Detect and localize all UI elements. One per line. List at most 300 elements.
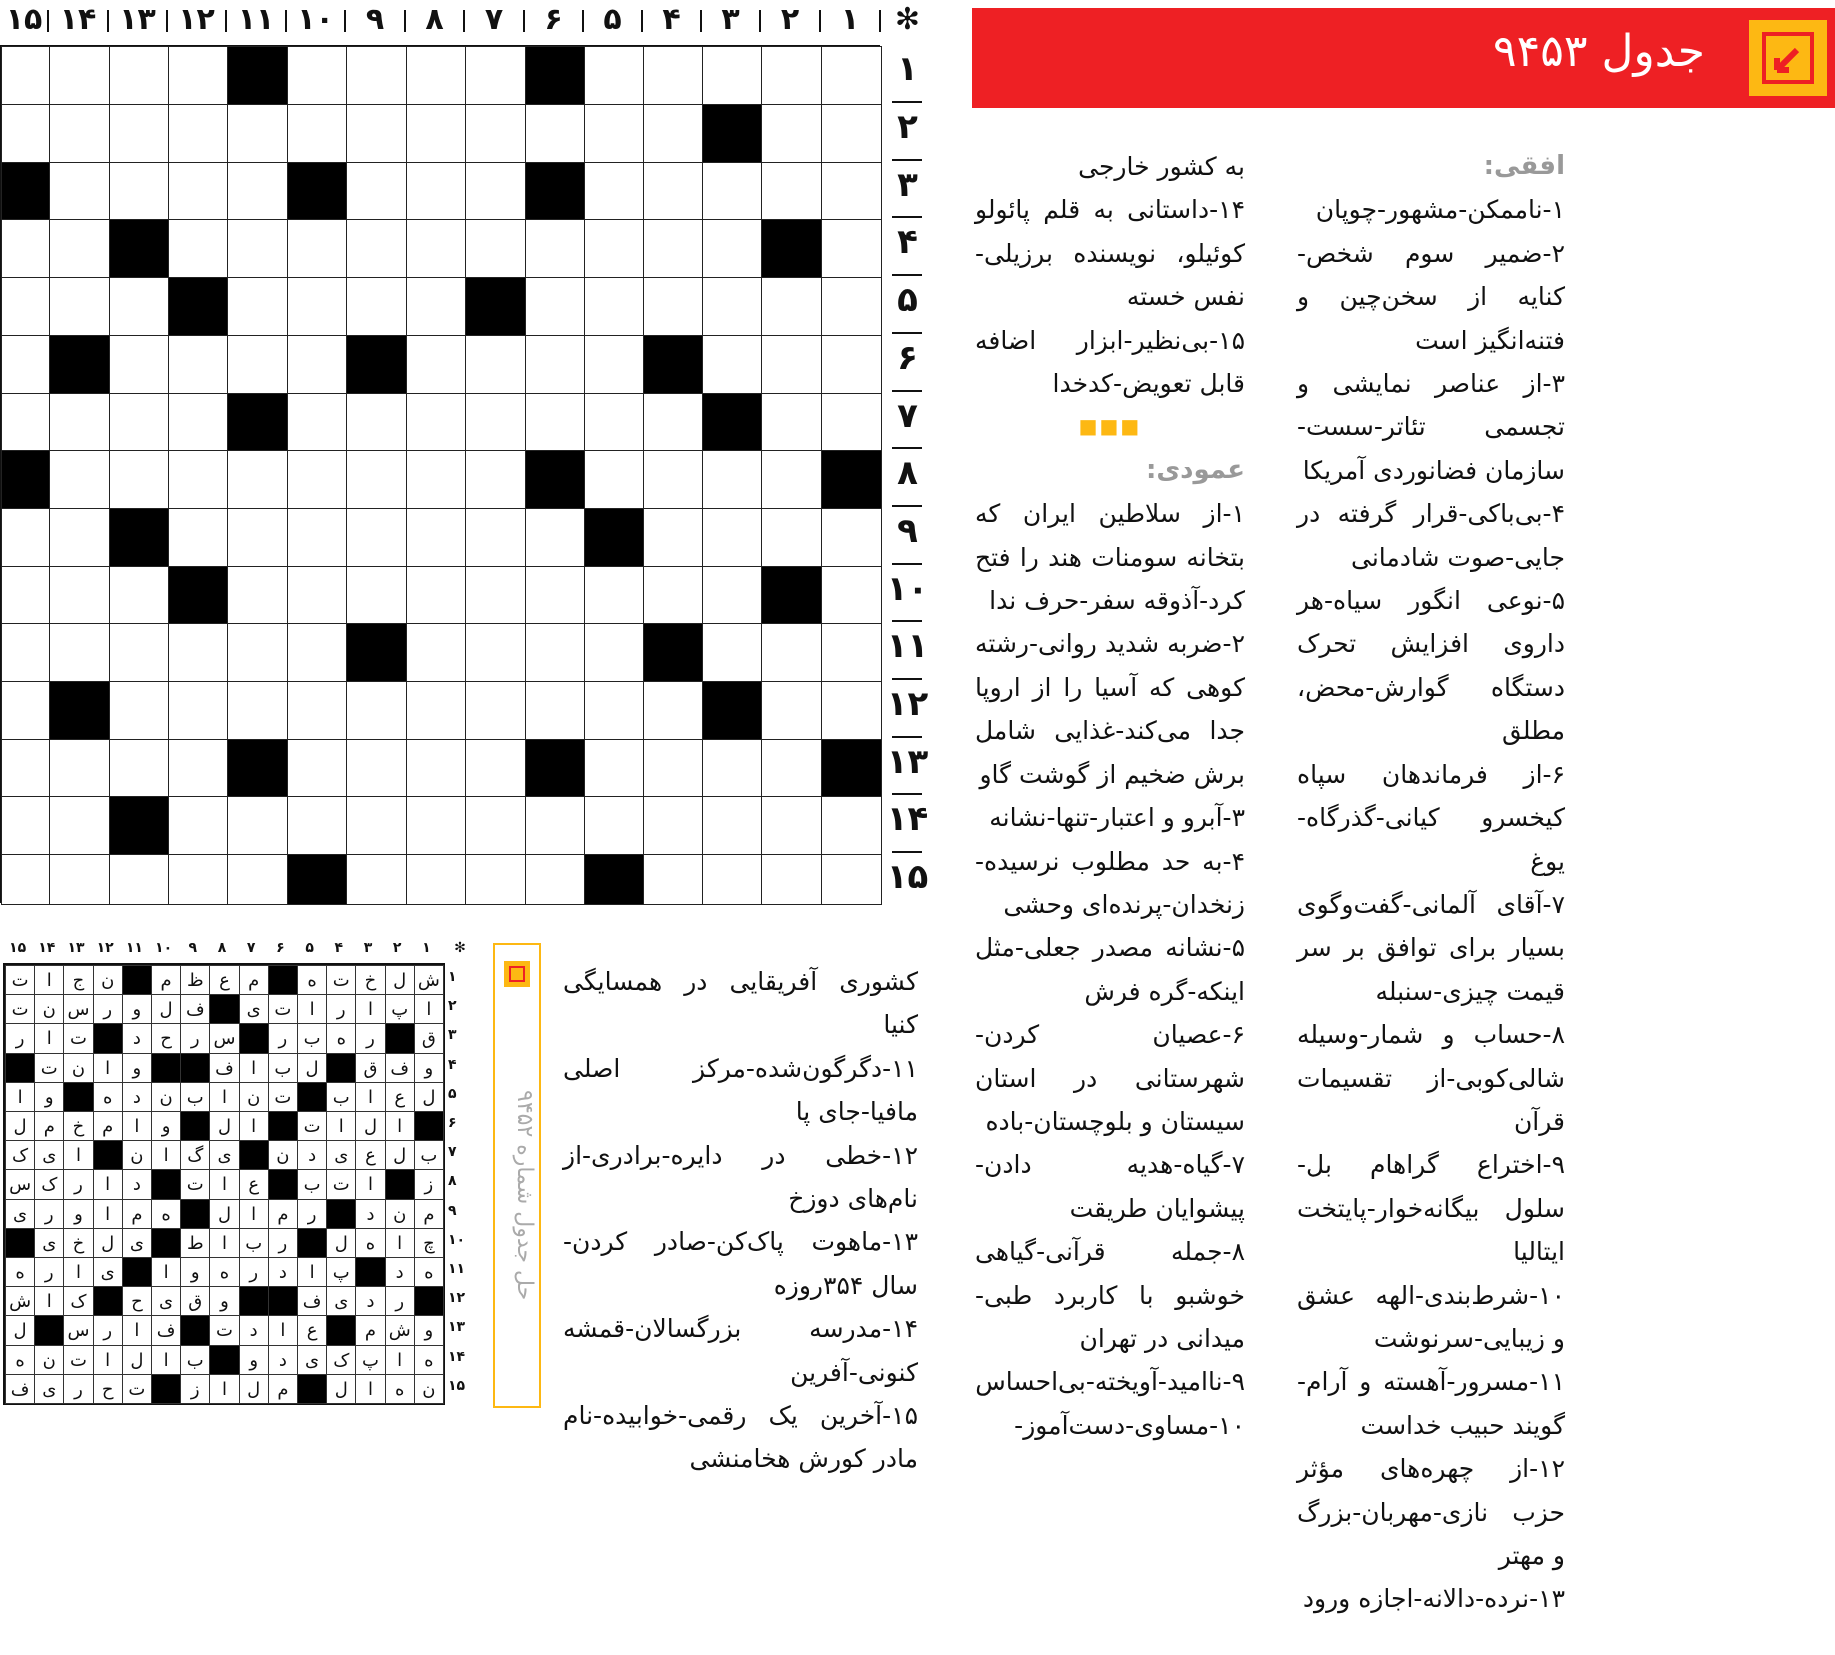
solution-column-number: ۳ [363,940,373,956]
grid-cell[interactable] [227,219,288,278]
grid-cell[interactable] [287,162,347,220]
solution-cell: ا [34,1286,64,1316]
grid-cell[interactable] [109,623,169,682]
grid-cell[interactable] [702,796,762,855]
grid-cell[interactable] [465,46,526,105]
grid-cell[interactable] [287,219,347,278]
row-number: ۱۳ [886,742,929,782]
grid-cell[interactable] [1,46,50,105]
grid-cell[interactable] [406,46,466,105]
grid-cell[interactable] [761,566,822,624]
grid-cell[interactable] [227,508,288,567]
grid-cell[interactable] [643,566,703,624]
grid-cell[interactable] [287,508,347,567]
solution-cell: ت [63,1023,93,1053]
grid-cell[interactable] [406,162,466,220]
solution-cell: پ [355,1345,385,1375]
grid-cell[interactable] [525,566,585,624]
grid-cell[interactable] [168,623,228,682]
grid-cell[interactable] [406,219,466,278]
grid-cell[interactable] [1,566,50,624]
grid-cell[interactable] [761,854,822,905]
grid-cell[interactable] [761,623,822,682]
solution-cell [209,994,239,1024]
grid-cell[interactable] [1,739,50,797]
grid-cell[interactable] [1,796,50,855]
grid-cell[interactable] [49,681,110,740]
grid-cell[interactable] [109,508,169,567]
grid-cell[interactable] [287,796,347,855]
grid-cell[interactable] [821,393,882,451]
grid-cell[interactable] [346,623,407,682]
grid-cell[interactable] [525,46,585,105]
clue-text: ۲-ضمیر سوم شخص-کنایه از سخن‌چین و فتنه‌انگیز است [1297,238,1565,355]
solution-cell: ک [34,1169,64,1199]
grid-cell[interactable] [168,739,228,797]
grid-cell[interactable] [109,739,169,797]
grid-cell[interactable] [287,566,347,624]
solution-cell: ل [5,1315,35,1345]
row-number: ۱۱ [886,626,929,666]
grid-cell[interactable] [109,277,169,336]
grid-cell[interactable] [643,508,703,567]
grid-cell[interactable] [465,681,526,740]
grid-cell[interactable] [761,219,822,278]
clue-text: ۴-به حد مطلوب نرسیده-زنخدان-پرنده‌ای وحشی [975,846,1245,919]
grid-cell[interactable] [525,219,585,278]
grid-cell[interactable] [346,681,407,740]
grid-cell[interactable] [109,219,169,278]
solution-cell: ه [414,1257,444,1287]
grid-cell[interactable] [821,681,882,740]
grid-cell[interactable] [761,393,822,451]
grid-cell[interactable] [109,796,169,855]
grid-cell[interactable] [761,508,822,567]
solution-cell: ن [151,1082,181,1112]
grid-cell[interactable] [49,450,110,509]
grid-cell[interactable] [821,854,882,905]
grid-cell[interactable] [287,104,347,163]
grid-cell[interactable] [525,508,585,567]
grid-cell[interactable] [49,277,110,336]
grid-cell[interactable] [406,277,466,336]
grid-cell[interactable] [761,681,822,740]
grid-cell[interactable] [109,393,169,451]
grid-cell[interactable] [465,623,526,682]
grid-cell[interactable] [525,623,585,682]
grid-cell[interactable] [287,854,347,905]
grid-cell[interactable] [702,219,762,278]
grid-cell[interactable] [761,46,822,105]
grid-cell[interactable] [346,219,407,278]
grid-cell[interactable] [287,46,347,105]
grid-cell[interactable] [525,450,585,509]
grid-cell[interactable] [465,450,526,509]
grid-cell[interactable] [227,450,288,509]
grid-cell[interactable] [227,162,288,220]
solution-cell: خ [63,1111,93,1141]
grid-cell[interactable] [525,393,585,451]
grid-cell[interactable] [702,739,762,797]
grid-cell[interactable] [584,854,644,905]
grid-cell[interactable] [821,162,882,220]
grid-cell[interactable] [643,335,703,394]
grid-cell[interactable] [109,854,169,905]
grid-cell[interactable] [168,854,228,905]
grid-cell[interactable] [702,450,762,509]
grid-cell[interactable] [761,335,822,394]
grid-cell[interactable] [643,854,703,905]
grid-cell[interactable] [761,450,822,509]
grid-cell[interactable] [584,335,644,394]
grid-cell[interactable] [643,393,703,451]
grid-cell[interactable] [525,854,585,905]
grid-cell[interactable] [49,739,110,797]
grid-cell[interactable] [643,623,703,682]
solution-row-number: ۱۲ [448,1290,466,1307]
grid-cell[interactable] [465,508,526,567]
grid-cell[interactable] [109,681,169,740]
clue-text: ۵-نوعی انگور سیاه-هر داروی افزایش تحرک دستگاه گوارش-محض، مطلق [1297,586,1565,746]
grid-cell[interactable] [584,739,644,797]
divider [892,620,922,622]
grid-cell[interactable] [643,681,703,740]
grid-cell[interactable] [525,104,585,163]
grid-cell[interactable] [227,796,288,855]
grid-cell[interactable] [821,739,882,797]
grid-cell[interactable] [584,681,644,740]
grid-cell[interactable] [525,162,585,220]
grid-cell[interactable] [49,162,110,220]
grid-cell[interactable] [346,46,407,105]
grid-cell[interactable] [584,796,644,855]
grid-cell[interactable] [761,277,822,336]
grid-cell[interactable] [584,623,644,682]
grid-cell[interactable] [406,450,466,509]
grid-cell[interactable] [49,393,110,451]
grid-cell[interactable] [465,796,526,855]
grid-cell[interactable] [702,277,762,336]
grid-cell[interactable] [227,623,288,682]
grid-cell[interactable] [643,796,703,855]
solution-cell: ه [414,1345,444,1375]
grid-cell[interactable] [525,739,585,797]
grid-cell[interactable] [465,393,526,451]
grid-cell[interactable] [346,162,407,220]
solution-cell: ف [385,1053,415,1083]
grid-cell[interactable] [168,219,228,278]
solution-cell: ب [180,1345,210,1375]
clue-text: ۳-آبرو و اعتبار-تنها-نشانه [989,803,1245,833]
grid-cell[interactable] [346,796,407,855]
grid-cell[interactable] [346,739,407,797]
solution-cell: ق [355,1053,385,1083]
grid-cell[interactable] [465,739,526,797]
grid-cell[interactable] [584,104,644,163]
solution-cell: ر [93,1315,123,1345]
grid-cell[interactable] [1,219,50,278]
grid-cell[interactable] [643,277,703,336]
grid-cell[interactable] [168,450,228,509]
solution-cell: ی [326,1140,356,1170]
grid-cell[interactable] [49,854,110,905]
grid-cell[interactable] [1,104,50,163]
grid-cell[interactable] [821,450,882,509]
grid-cell[interactable] [49,219,110,278]
grid-cell[interactable] [643,46,703,105]
grid-cell[interactable] [821,335,882,394]
row-number: ۲ [897,107,918,147]
grid-cell[interactable] [406,335,466,394]
grid-cell[interactable] [109,566,169,624]
grid-cell[interactable] [525,681,585,740]
grid-cell[interactable] [702,335,762,394]
grid-cell[interactable] [346,335,407,394]
solution-cell: ه [385,1374,415,1404]
grid-cell[interactable] [1,335,50,394]
clue-text: کشوری آفریقایی در همسایگی کنیا [563,967,918,1040]
grid-cell[interactable] [1,162,50,220]
grid-cell[interactable] [821,104,882,163]
grid-cell[interactable] [584,566,644,624]
grid-cell[interactable] [406,739,466,797]
grid-cell[interactable] [406,104,466,163]
grid-cell[interactable] [168,393,228,451]
solution-cell: ه [326,1023,356,1053]
page-title: جدول ۹۴۵۳ [1492,26,1705,77]
divider [892,274,922,276]
grid-cell[interactable] [287,623,347,682]
grid-cell[interactable] [761,162,822,220]
clue-text: ۱-از سلاطین ایران که بتخانه سومنات هند را فتح کرد-آذوقه سفر-حرف ندا [975,499,1245,616]
grid-cell[interactable] [761,739,822,797]
solution-cell: ر [93,994,123,1024]
grid-cell[interactable] [109,162,169,220]
grid-cell[interactable] [702,623,762,682]
grid-cell[interactable] [168,162,228,220]
grid-cell[interactable] [227,566,288,624]
grid-cell[interactable] [346,566,407,624]
grid-cell[interactable] [406,393,466,451]
grid-cell[interactable] [346,854,407,905]
grid-cell[interactable] [227,104,288,163]
clue-text: ۸-جمله قرآنی-گیاهی خوشبو با کاربرد طبی-میدانی در تهران [975,1237,1245,1353]
grid-cell[interactable] [287,277,347,336]
grid-cell[interactable] [168,681,228,740]
grid-cell[interactable] [584,508,644,567]
grid-cell[interactable] [643,739,703,797]
column-number: ۵ [603,2,622,37]
grid-cell[interactable] [49,104,110,163]
solution-cell: ر [268,1023,298,1053]
solution-cell: ا [209,1374,239,1404]
solution-cell: و [239,1345,269,1375]
solution-cell: ت [326,965,356,995]
solution-cell: ش [385,1315,415,1345]
grid-cell[interactable] [168,566,228,624]
row-number: ۶ [897,338,918,378]
grid-cell[interactable] [761,104,822,163]
solution-cell: د [297,1140,327,1170]
grid-cell[interactable] [465,277,526,336]
solution-cell [93,1023,123,1053]
grid-cell[interactable] [227,46,288,105]
grid-cell[interactable] [227,335,288,394]
solution-cell: ت [209,1315,239,1345]
grid-cell[interactable] [1,393,50,451]
grid-cell[interactable] [702,162,762,220]
grid-cell[interactable] [702,393,762,451]
solution-cell: ا [5,1082,35,1112]
grid-cell[interactable] [821,508,882,567]
grid-cell[interactable] [702,46,762,105]
grid-cell[interactable] [1,277,50,336]
grid-cell[interactable] [109,104,169,163]
grid-cell[interactable] [702,854,762,905]
solution-row-number: ۱۵ [448,1377,466,1394]
solution-cell: ل [355,1111,385,1141]
grid-cell[interactable] [287,393,347,451]
grid-cell[interactable] [227,739,288,797]
grid-cell[interactable] [346,450,407,509]
grid-cell[interactable] [584,450,644,509]
grid-cell[interactable] [1,450,50,509]
solution-cell: م [355,1315,385,1345]
grid-cell[interactable] [584,277,644,336]
grid-cell[interactable] [168,796,228,855]
grid-cell[interactable] [49,46,110,105]
grid-cell[interactable] [465,854,526,905]
grid-cell[interactable] [287,681,347,740]
grid-cell[interactable] [406,508,466,567]
grid-cell[interactable] [643,104,703,163]
solution-cell: ن [414,1374,444,1404]
grid-cell[interactable] [584,219,644,278]
grid-cell[interactable] [465,566,526,624]
grid-cell[interactable] [584,46,644,105]
grid-cell[interactable] [346,393,407,451]
grid-cell[interactable] [49,508,110,567]
grid-cell[interactable] [821,566,882,624]
solution-column-numbers [3,940,473,960]
solution-cell: ت [63,1345,93,1375]
clues-across-column [1297,145,1565,1621]
solution-cell: ی [297,1345,327,1375]
grid-cell[interactable] [643,219,703,278]
solution-cell: ا [239,1053,269,1083]
grid-cell[interactable] [406,566,466,624]
grid-cell[interactable] [465,219,526,278]
grid-cell[interactable] [821,277,882,336]
grid-cell[interactable] [406,854,466,905]
solution-cell: م [239,965,269,995]
grid-cell[interactable] [227,854,288,905]
solution-cell: ل [5,1111,35,1141]
grid-cell[interactable] [346,277,407,336]
grid-cell[interactable] [287,450,347,509]
grid-cell[interactable] [1,508,50,567]
grid-cell[interactable] [465,335,526,394]
solution-cell [180,1315,210,1345]
grid-cell[interactable] [702,104,762,163]
grid-cell[interactable] [227,277,288,336]
grid-cell[interactable] [465,104,526,163]
grid-cell[interactable] [525,277,585,336]
clue-text: ۵-نشانه مصدر جعلی-مثل اینکه-گره فرش [975,933,1245,1006]
row-number: ۱۴ [886,799,929,839]
solution-cell: ط [180,1228,210,1258]
solution-cell: ه [151,1199,181,1229]
grid-cell[interactable] [821,623,882,682]
grid-cell[interactable] [168,335,228,394]
solution-cell: م [122,1199,152,1229]
solution-cell: ن [34,1345,64,1375]
grid-cell[interactable] [584,393,644,451]
solution-column-number: ۲ [392,940,402,956]
grid-cell[interactable] [49,623,110,682]
solution-cell: ز [414,1169,444,1199]
grid-cell[interactable] [702,681,762,740]
solution-cell: ش [5,1286,35,1316]
grid-cell[interactable] [1,623,50,682]
grid-cell[interactable] [584,162,644,220]
grid-cell[interactable] [821,46,882,105]
solution-cell: ا [355,1082,385,1112]
grid-cell[interactable] [525,796,585,855]
solution-column-number: ۱۲ [96,940,114,956]
solution-cell: ف [297,1286,327,1316]
grid-cell[interactable] [465,162,526,220]
grid-cell[interactable] [821,219,882,278]
solution-cell: ی [209,1140,239,1170]
column-numbers [0,0,935,40]
column-number: ۸ [425,2,444,37]
grid-cell[interactable] [1,681,50,740]
grid-cell[interactable] [287,739,347,797]
grid-cell[interactable] [109,450,169,509]
solution-cell: ل [326,1228,356,1258]
grid-cell[interactable] [227,681,288,740]
grid-cell[interactable] [168,104,228,163]
grid-cell[interactable] [49,335,110,394]
grid-cell[interactable] [406,796,466,855]
grid-cell[interactable] [702,566,762,624]
grid-cell[interactable] [821,796,882,855]
grid-cell[interactable] [525,335,585,394]
grid-cell[interactable] [406,623,466,682]
grid-cell[interactable] [168,46,228,105]
grid-cell[interactable] [406,681,466,740]
grid-cell[interactable] [346,508,407,567]
grid-cell[interactable] [109,46,169,105]
solution-cell: ح [122,1286,152,1316]
grid-cell[interactable] [346,104,407,163]
grid-cell[interactable] [227,393,288,451]
grid-cell[interactable] [1,854,50,905]
grid-cell[interactable] [643,162,703,220]
grid-cell[interactable] [287,335,347,394]
grid-cell[interactable] [761,796,822,855]
grid-cell[interactable] [702,508,762,567]
grid-cell[interactable] [109,335,169,394]
solution-cell: ا [151,1257,181,1287]
grid-cell[interactable] [168,508,228,567]
grid-cell[interactable] [643,450,703,509]
grid-cell[interactable] [49,566,110,624]
solution-row-number: ۹ [448,1202,457,1219]
grid-cell[interactable] [168,277,228,336]
grid-cell[interactable] [49,796,110,855]
